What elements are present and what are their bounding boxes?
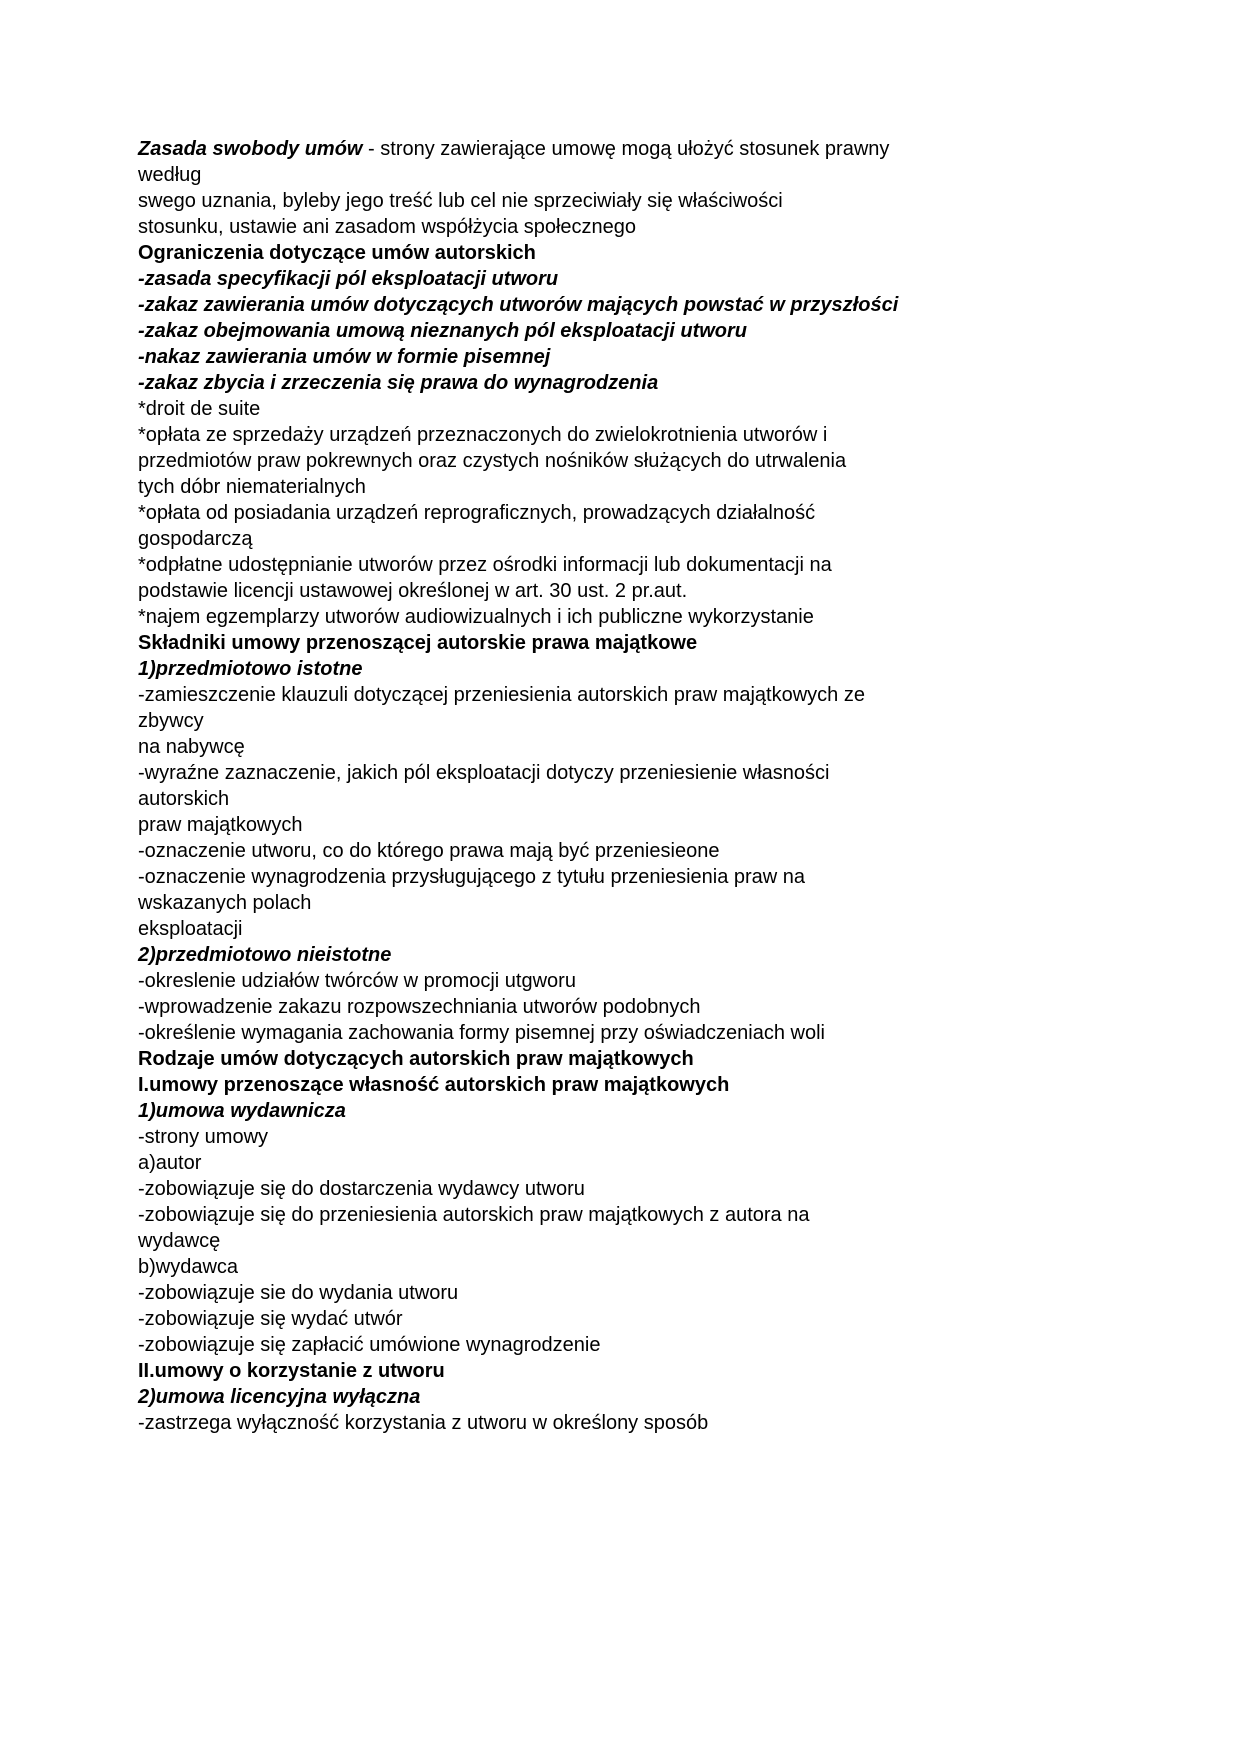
text-line xyxy=(138,1358,1118,1384)
text-line xyxy=(138,1384,1118,1410)
text-segment: -zobowiązuje się zapłacić umówione wynagrodzenie xyxy=(138,1334,601,1356)
text-line xyxy=(138,1124,1118,1150)
text-line xyxy=(138,344,1118,370)
text-segment: *opłata ze sprzedaży urządzeń przeznaczonych do zwielokrotnienia utworów i xyxy=(138,424,828,446)
text-segment: -zobowiązuje sie do wydania utworu xyxy=(138,1282,459,1304)
text-line xyxy=(138,162,1118,188)
text-line xyxy=(138,1254,1118,1280)
text-line xyxy=(138,1176,1118,1202)
text-line xyxy=(138,474,1118,500)
text-line xyxy=(138,1098,1118,1124)
text-segment: -wprowadzenie zakazu rozpowszechniania utworów podobnych xyxy=(138,996,701,1018)
text-line xyxy=(138,1332,1118,1358)
text-line xyxy=(138,1150,1118,1176)
text-segment: -zasada specyfikacji pól eksploatacji utworu xyxy=(138,268,559,290)
text-segment: eksploatacji xyxy=(138,918,243,940)
text-line xyxy=(138,916,1118,942)
text-segment: a)autor xyxy=(138,1152,202,1174)
text-line xyxy=(138,864,1118,890)
text-segment: Rodzaje umów dotyczących autorskich praw majątkowych xyxy=(138,1048,694,1070)
text-line xyxy=(138,1072,1118,1098)
text-segment: -zakaz zawierania umów dotyczących utworów mających powstać w przyszłości xyxy=(138,294,899,316)
text-segment: 1)przedmiotowo istotne xyxy=(138,658,363,680)
text-line xyxy=(138,214,1118,240)
text-segment: *najem egzemplarzy utworów audiowizualnych i ich publiczne wykorzystanie xyxy=(138,606,814,628)
text-segment: wskazanych polach xyxy=(138,892,312,914)
text-line xyxy=(138,786,1118,812)
text-line xyxy=(138,942,1118,968)
text-line xyxy=(138,370,1118,396)
text-line xyxy=(138,578,1118,604)
text-segment: Zasada swobody umów xyxy=(138,138,363,160)
text-segment: swego uznania, byleby jego treść lub cel nie sprzeciwiały się właściwości xyxy=(138,190,783,212)
text-line xyxy=(138,292,1118,318)
text-segment: według xyxy=(138,164,202,186)
text-line xyxy=(138,760,1118,786)
text-segment: zbywcy xyxy=(138,710,204,732)
text-segment: -nakaz zawierania umów w formie pisemnej xyxy=(138,346,551,368)
text-line xyxy=(138,422,1118,448)
text-line xyxy=(138,1410,1118,1436)
text-segment: -wyraźne zaznaczenie, jakich pól eksploatacji dotyczy przeniesienie własności xyxy=(138,762,830,784)
text-line xyxy=(138,682,1118,708)
text-segment: -okreslenie udziałów twórców w promocji utgworu xyxy=(138,970,576,992)
text-segment: -zakaz zbycia i zrzeczenia się prawa do wynagrodzenia xyxy=(138,372,659,394)
text-segment: -zobowiązuje się wydać utwór xyxy=(138,1308,403,1330)
text-segment: przedmiotów praw pokrewnych oraz czystych nośników służących do utrwalenia xyxy=(138,450,847,472)
text-line xyxy=(138,188,1118,214)
text-segment: I.umowy przenoszące własność autorskich praw majątkowych xyxy=(138,1074,730,1096)
text-segment: -określenie wymagania zachowania formy pisemnej przy oświadczeniach woli xyxy=(138,1022,825,1044)
text-segment: II.umowy o korzystanie z utworu xyxy=(138,1360,445,1382)
text-segment: -zamieszczenie klauzuli dotyczącej przeniesienia autorskich praw majątkowych ze xyxy=(138,684,865,706)
text-segment: praw majątkowych xyxy=(138,814,303,836)
text-line xyxy=(138,500,1118,526)
text-line xyxy=(138,552,1118,578)
text-segment: 1)umowa wydawnicza xyxy=(138,1100,346,1122)
text-segment: -zobowiązuje się do dostarczenia wydawcy utworu xyxy=(138,1178,585,1200)
text-segment: *odpłatne udostępnianie utworów przez ośrodki informacji lub dokumentacji na xyxy=(138,554,832,576)
text-segment: -zobowiązuje się do przeniesienia autorskich praw majątkowych z autora na xyxy=(138,1204,810,1226)
text-segment: Składniki umowy przenoszącej autorskie prawa majątkowe xyxy=(138,632,698,654)
text-line xyxy=(138,994,1118,1020)
text-segment: Ograniczenia dotyczące umów autorskich xyxy=(138,242,536,264)
text-segment: -strony umowy xyxy=(138,1126,269,1148)
text-segment: wydawcę xyxy=(138,1230,221,1252)
text-line xyxy=(138,656,1118,682)
text-segment: tych dóbr niematerialnych xyxy=(138,476,366,498)
text-segment: 2)umowa licencyjna wyłączna xyxy=(138,1386,421,1408)
text-line xyxy=(138,604,1118,630)
text-line xyxy=(138,968,1118,994)
text-line xyxy=(138,1202,1118,1228)
text-segment: *droit de suite xyxy=(138,398,261,420)
text-line xyxy=(138,448,1118,474)
text-segment: b)wydawca xyxy=(138,1256,239,1278)
text-line xyxy=(138,708,1118,734)
text-line xyxy=(138,734,1118,760)
text-segment: - strony zawierające umowę mogą ułożyć stosunek prawny xyxy=(362,138,890,160)
text-segment: *opłata od posiadania urządzeń reprograficznych, prowadzących działalność xyxy=(138,502,816,524)
text-segment: -oznaczenie utworu, co do którego prawa mają być przeniesieone xyxy=(138,840,720,862)
text-line xyxy=(138,266,1118,292)
text-line xyxy=(138,1020,1118,1046)
text-segment: gospodarczą xyxy=(138,528,253,550)
text-line xyxy=(138,838,1118,864)
text-line xyxy=(138,396,1118,422)
text-line xyxy=(138,1046,1118,1072)
text-line xyxy=(138,1306,1118,1332)
text-segment: -zakaz obejmowania umową nieznanych pól eksploatacji utworu xyxy=(138,320,748,342)
text-line xyxy=(138,526,1118,552)
text-segment: na nabywcę xyxy=(138,736,245,758)
text-line xyxy=(138,812,1118,838)
text-line xyxy=(138,240,1118,266)
text-line xyxy=(138,318,1118,344)
text-line xyxy=(138,630,1118,656)
text-line xyxy=(138,890,1118,916)
text-segment: -zastrzega wyłączność korzystania z utworu w określony sposób xyxy=(138,1412,709,1434)
text-segment: podstawie licencji ustawowej określonej w art. 30 ust. 2 pr.aut. xyxy=(138,580,688,602)
text-line xyxy=(138,1280,1118,1306)
document-body xyxy=(138,136,1118,1436)
text-segment: autorskich xyxy=(138,788,230,810)
text-segment: 2)przedmiotowo nieistotne xyxy=(138,944,392,966)
text-line xyxy=(138,1228,1118,1254)
text-segment: -oznaczenie wynagrodzenia przysługującego z tytułu przeniesienia praw na xyxy=(138,866,806,888)
text-line xyxy=(138,136,1118,162)
text-segment: stosunku, ustawie ani zasadom współżycia społecznego xyxy=(138,216,637,238)
